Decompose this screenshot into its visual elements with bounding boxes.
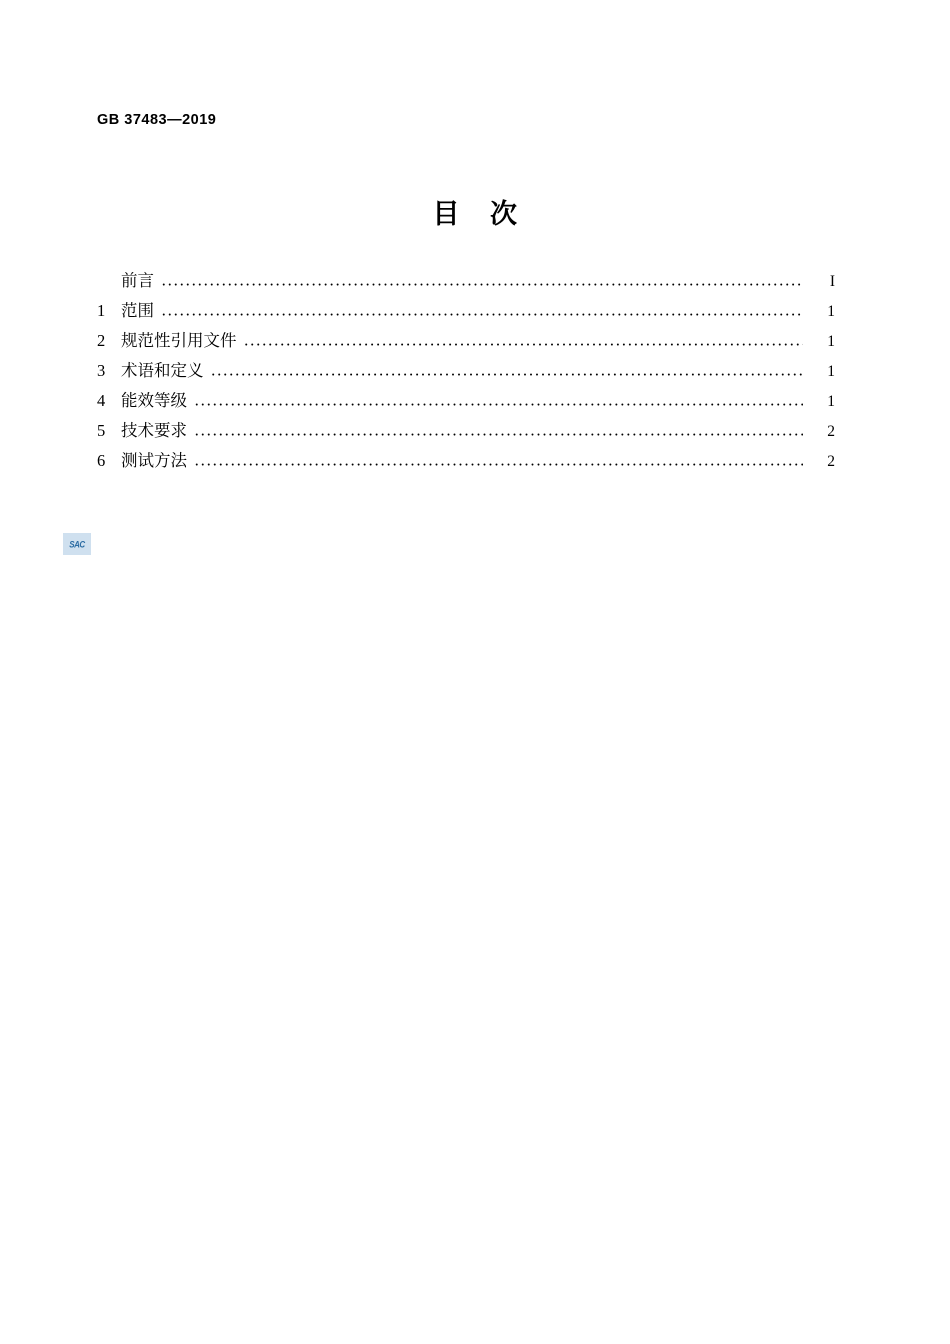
toc-entry-number: 2 — [97, 331, 106, 350]
table-of-contents — [97, 266, 835, 476]
toc-page-number: 1 — [827, 303, 835, 320]
toc-entry-label: 技术要求 — [121, 421, 187, 440]
toc-leader-dots — [194, 390, 803, 407]
toc-page-number: 1 — [827, 363, 835, 380]
toc-entry-test-methods[interactable] — [97, 446, 835, 476]
toc-entry-number: 6 — [97, 451, 106, 470]
toc-leader-dots — [194, 450, 803, 467]
page-title-char-2: 次 — [490, 199, 518, 229]
toc-page-number: 1 — [827, 393, 835, 410]
toc-entry-scope[interactable] — [97, 296, 835, 326]
toc-page-number: 2 — [827, 453, 835, 470]
sac-watermark-icon — [63, 533, 91, 555]
toc-entry-label: 术语和定义 — [121, 361, 204, 380]
toc-leader-dots — [161, 300, 803, 317]
toc-entry-number: 3 — [97, 361, 106, 380]
standard-number-header: GB 37483—2019 — [97, 112, 217, 128]
toc-entry-normative-references[interactable] — [97, 326, 835, 356]
toc-page-number: I — [829, 273, 835, 290]
toc-entry-label: 能效等级 — [121, 391, 187, 410]
page-title — [0, 192, 950, 231]
toc-entry-energy-efficiency-grades[interactable] — [97, 386, 835, 416]
toc-page-number: 2 — [827, 423, 835, 440]
toc-entry-number: 5 — [97, 421, 106, 440]
page-title-char-1: 目 — [432, 199, 460, 229]
toc-entry-terms-and-definitions[interactable] — [97, 356, 835, 386]
toc-leader-dots — [244, 330, 804, 347]
toc-entry-label: 规范性引用文件 — [121, 331, 237, 350]
toc-entry-foreword[interactable] — [97, 266, 835, 296]
toc-entry-number: 1 — [97, 301, 106, 320]
toc-entry-label: 范围 — [121, 301, 154, 320]
toc-leader-dots — [194, 420, 803, 437]
toc-entry-number: 4 — [97, 391, 106, 410]
toc-entry-label: 测试方法 — [121, 451, 187, 470]
toc-leader-dots — [161, 270, 803, 287]
toc-leader-dots — [211, 360, 804, 377]
toc-page-number: 1 — [827, 333, 835, 350]
toc-entry-technical-requirements[interactable] — [97, 416, 835, 446]
toc-entry-label: 前言 — [121, 271, 154, 290]
sac-watermark-label: SAC — [69, 538, 85, 550]
